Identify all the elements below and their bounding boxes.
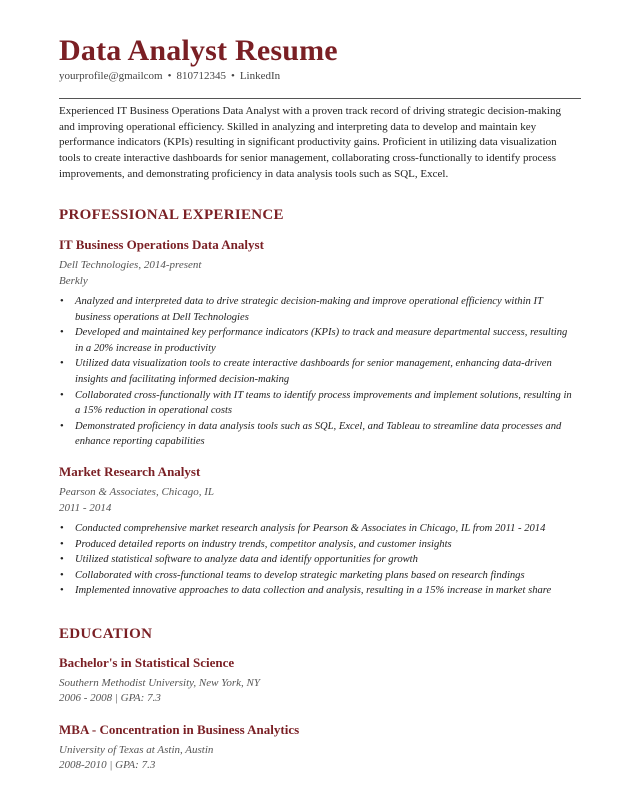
separator-dot: •: [167, 70, 172, 82]
degree-title: Bachelor's in Statistical Science: [59, 655, 235, 670]
list-item: • Demonstrated proficiency in data analysis tools such as SQL, Excel, and Tableau to streamline data processes and enhance reporting capabilities: [59, 419, 574, 450]
experience-heading: PROFESSIONAL EXPERIENCE: [59, 207, 284, 223]
list-item: • Collaborated with cross-functional teams to develop strategic marketing plans based on research findings: [59, 568, 574, 584]
job-dates: 2011 - 2014: [59, 502, 112, 514]
list-item: • Conducted comprehensive market research analysis for Pearson & Associates in Chicago, IL from 2011 - 2014: [59, 521, 574, 537]
contact-line: [59, 69, 280, 83]
degree-details: 2008-2010 | GPA: 7.3: [59, 759, 156, 771]
list-item: • Produced detailed reports on industry trends, competitor analysis, and customer insights: [59, 537, 574, 553]
list-item: • Developed and maintained key performance indicators (KPIs) to track and measure departmental success, resulting in a 20% increase in productivity: [59, 325, 574, 356]
email-text: yourprofile@gmailcom: [59, 70, 163, 82]
list-item: • Collaborated cross-functionally with IT teams to identify process improvements and implement solutions, resulting in a 15% reduction in operational costs: [59, 388, 574, 419]
header-divider: [59, 98, 581, 99]
list-item: • Analyzed and interpreted data to drive strategic decision-making and improve operational efficiency within IT business operations at Dell Technologies: [59, 294, 574, 325]
list-item: • Utilized statistical software to analyze data and identify opportunities for growth: [59, 552, 574, 568]
linkedin-link[interactable]: LinkedIn: [239, 70, 281, 82]
job-bullets: [59, 294, 574, 450]
education-heading: EDUCATION: [59, 626, 153, 642]
job-bullets: [59, 521, 574, 599]
degree-school: University of Texas at Astin, Austin: [59, 744, 214, 756]
job-company: Pearson & Associates, Chicago, IL: [59, 486, 215, 498]
list-item: • Utilized data visualization tools to create interactive dashboards for senior management, enhancing data-driven insights and facilitating informed decision-making: [59, 356, 574, 387]
job-company: Dell Technologies, 2014-present: [59, 259, 202, 271]
job-title: IT Business Operations Data Analyst: [59, 237, 264, 252]
degree-details: 2006 - 2008 | GPA: 7.3: [59, 692, 161, 704]
separator-dot: •: [230, 70, 235, 82]
resume-title: Data Analyst Resume: [59, 34, 338, 67]
job-location: Berkly: [59, 275, 88, 287]
phone-text: 810712345: [176, 70, 226, 82]
job-title: Market Research Analyst: [59, 464, 201, 479]
summary-paragraph: Experienced IT Business Operations Data Analyst with a proven track record of driving strategic decision-making and improving operational efficiency. Skilled in analyzing and interpreting data to develop and maintain key performance indicators (KPIs) resulting in significant productivity gains. Proficient in utilizing data visualization tools to create interactive dashboards for senior management, collaborating cross-functionally to identify process improvements, and demonstrating proficiency in data analysis tools such as SQL, Excel.: [59, 105, 561, 180]
degree-school: Southern Methodist University, New York, NY: [59, 677, 260, 689]
degree-title: MBA - Concentration in Business Analytics: [59, 722, 300, 737]
list-item: • Implemented innovative approaches to data collection and analysis, resulting in a 15% increase in market share: [59, 583, 574, 599]
